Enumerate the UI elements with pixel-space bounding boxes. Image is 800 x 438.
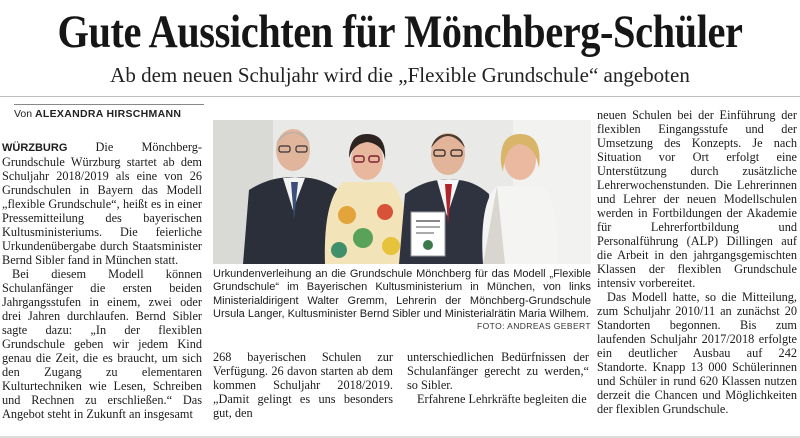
right-column (597, 108, 797, 436)
left-column (2, 140, 202, 436)
byline-author: ALEXANDRA HIRSCHMANN (35, 108, 182, 120)
byline (14, 104, 204, 120)
headline: Gute Aussichten für Mönchberg-Schüler (57, 6, 743, 58)
middle-column-1-text: 268 bayerischen Schulen zur Verfügung. 26 davon starten ab dem kommen Schuljahr 2018/2019. „Damit gelingt es uns besonders gut, den (213, 350, 393, 420)
middle-column-2-paragraph-1: unterschiedlichen Bedürfnissen der Schulanfänger gerecht zu werden,“ so Sibler. (407, 350, 589, 392)
middle-column-2-paragraph-2: Erfahrene Lehrkräfte begleiten die (417, 392, 587, 406)
photo-illustration (213, 120, 591, 264)
middle-column-1 (213, 350, 393, 436)
top-rule (0, 96, 800, 97)
photo-caption: Urkundenverleihung an die Grundschule Mönchberg für das Modell „Flexible Grundschule“ im Bayerischen Kultusministerium in München, von links Ministerialdirigent Walter Gremm, Lehrerin der Mönchberg-Grundschule Ursula Langer, Kultusminister Bernd Sibler und Ministerialrätin Maria Wilhem. (213, 268, 591, 320)
dateline: WÜRZBURG (2, 142, 68, 154)
byline-prefix: Von (14, 108, 33, 120)
photo-credit: FOTO: ANDREAS GEBERT (477, 321, 591, 331)
right-paragraph-1: neuen Schulen bei der Einführung der flexiblen Eingangsstufe und der Umsetzung des Konzepts. Je nach Situation vor Ort erfolgt eine Unterstützung durch zusätzliche Lehrerwochenstunden. Die Lehrerinnen und Lehrer der neuen Modellschulen werden in Fortbildungen der Akademie für Lehrerfortbildung und Personalführung (ALP) Dillingen auf die Arbeit in den jahrgangsgemischten Klassen der flexiblen Grundschule intensiv vorbereitet. (597, 108, 797, 290)
left-paragraph-1 (2, 140, 202, 267)
left-paragraph-2: Bei diesem Modell können Schulanfänger die ersten beiden Jahrgangsstufen in einem, zwei oder drei Jahren durchlaufen. Bernd Sibler sagte dazu: „In der flexiblen Grundschule geben wir jedem Kind genau die Zeit, die es braucht, um sich den Zugang zu elementaren Kulturtechniken wie Lesen, Schreiben und Rechnen zu erschließen.“ Das Angebot steht in Zukunft an insgesamt (2, 267, 202, 421)
left-paragraph-1-text: Die Mönchberg-Grundschule Würzburg startet ab dem Schuljahr 2018/2019 als eine von 26 Grundschulen in Bayern das Modell „flexible Grundschule“, heißt es in einer Pressemitteilung des bayerischen Kultusministeriums. Die feierliche Urkundenübergabe durch Staatsminister Bernd Sibler fand in München statt. (2, 140, 202, 267)
certificate (411, 212, 445, 256)
subheadline: Ab dem neuen Schuljahr wird die „Flexible Grundschule“ angeboten (110, 63, 690, 87)
article-photo (213, 120, 591, 264)
right-paragraph-2: Das Modell hatte, so die Mitteilung, zum Schuljahr 2010/11 an zunächst 20 Standorten begonnen. Bis zum laufenden Schuljahr 2017/2018 erfolgte ein deutlicher Ausbau auf 242 Standorte. Knapp 13 000 Schülerinnen und Schüler in rund 620 Klassen nutzen derzeit die Chancen und Möglichkeiten der flexiblen Grundschule. (597, 290, 797, 416)
middle-column-2 (407, 350, 589, 436)
